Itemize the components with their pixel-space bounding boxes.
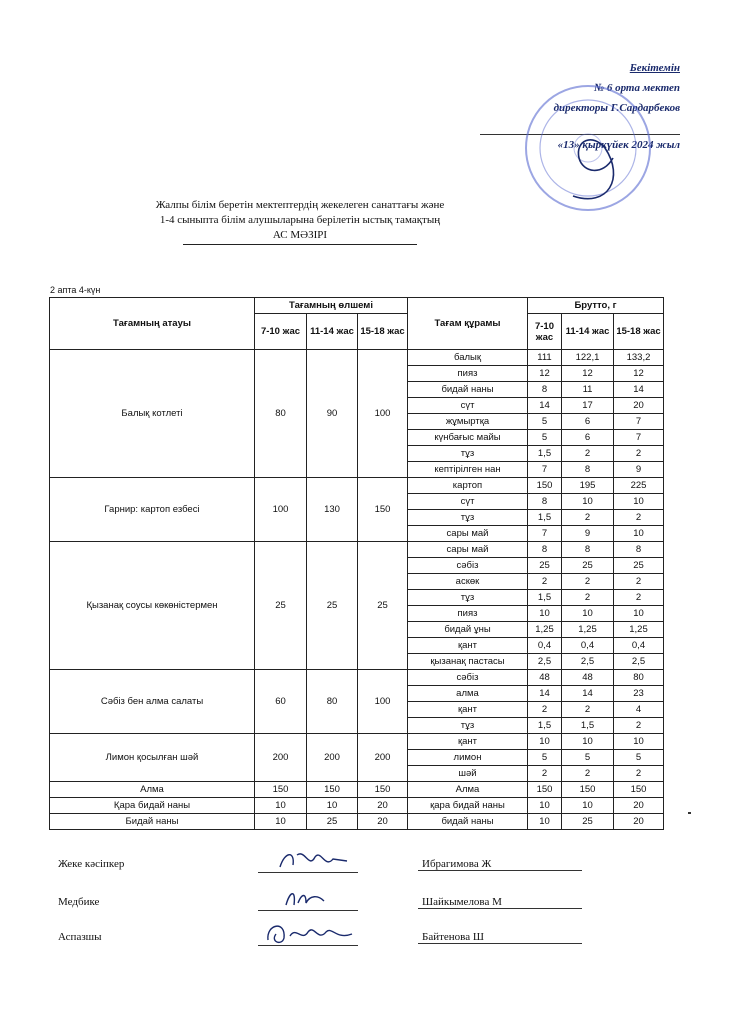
header-composition: Тағам құрамы bbox=[408, 298, 528, 350]
table-row bbox=[50, 734, 664, 750]
portion-cell: 90 bbox=[307, 350, 358, 478]
dish-name-cell: Бидай наны bbox=[50, 814, 255, 830]
brutto-cell: 2,5 bbox=[528, 654, 562, 670]
brutto-cell: 7 bbox=[614, 414, 664, 430]
brutto-cell: 20 bbox=[614, 398, 664, 414]
table-row bbox=[50, 798, 664, 814]
brutto-cell: 10 bbox=[562, 798, 614, 814]
ingredient-cell: қант bbox=[408, 702, 528, 718]
brutto-cell: 2 bbox=[614, 446, 664, 462]
signatory-name: Ибрагимова Ж bbox=[418, 858, 582, 871]
brutto-cell: 10 bbox=[614, 526, 664, 542]
portion-cell: 150 bbox=[358, 478, 408, 542]
portion-cell: 10 bbox=[307, 798, 358, 814]
dish-name-cell: Лимон қосылған шәй bbox=[50, 734, 255, 782]
brutto-cell: 5 bbox=[528, 430, 562, 446]
header-age-11-14: 11-14 жас bbox=[307, 314, 358, 350]
brutto-cell: 1,5 bbox=[528, 590, 562, 606]
brutto-cell: 2 bbox=[562, 766, 614, 782]
portion-cell: 150 bbox=[255, 782, 307, 798]
ingredient-cell: жұмыртқа bbox=[408, 414, 528, 430]
brutto-cell: 10 bbox=[528, 814, 562, 830]
brutto-cell: 10 bbox=[528, 734, 562, 750]
ingredient-cell: қант bbox=[408, 638, 528, 654]
table-row bbox=[50, 350, 664, 366]
week-day-label: 2 апта 4-күн bbox=[50, 285, 101, 295]
brutto-cell: 2 bbox=[562, 574, 614, 590]
brutto-cell: 10 bbox=[614, 606, 664, 622]
brutto-cell: 8 bbox=[528, 382, 562, 398]
brutto-cell: 25 bbox=[528, 558, 562, 574]
brutto-cell: 2 bbox=[614, 718, 664, 734]
brutto-cell: 2 bbox=[614, 510, 664, 526]
brutto-cell: 1,5 bbox=[528, 718, 562, 734]
ingredient-cell: алма bbox=[408, 686, 528, 702]
brutto-cell: 10 bbox=[528, 798, 562, 814]
ingredient-cell: тұз bbox=[408, 446, 528, 462]
dish-name-cell: Гарнир: картоп езбесі bbox=[50, 478, 255, 542]
signatory-name: Шайкымелова М bbox=[418, 896, 582, 909]
header-brutto-7-10: 7-10 жас bbox=[528, 314, 562, 350]
brutto-cell: 2 bbox=[528, 574, 562, 590]
portion-cell: 20 bbox=[358, 814, 408, 830]
brutto-cell: 23 bbox=[614, 686, 664, 702]
brutto-cell: 7 bbox=[528, 462, 562, 478]
heading-title: АС МӘЗІРІ bbox=[183, 228, 417, 245]
portion-cell: 10 bbox=[255, 814, 307, 830]
brutto-cell: 14 bbox=[614, 382, 664, 398]
brutto-cell: 111 bbox=[528, 350, 562, 366]
portion-cell: 200 bbox=[255, 734, 307, 782]
brutto-cell: 1,25 bbox=[528, 622, 562, 638]
brutto-cell: 11 bbox=[562, 382, 614, 398]
brutto-cell: 2 bbox=[562, 446, 614, 462]
brutto-cell: 6 bbox=[562, 414, 614, 430]
brutto-cell: 2 bbox=[562, 510, 614, 526]
ingredient-cell: күнбағыс майы bbox=[408, 430, 528, 446]
brutto-cell: 8 bbox=[528, 542, 562, 558]
ingredient-cell: пияз bbox=[408, 606, 528, 622]
brutto-cell: 1,25 bbox=[614, 622, 664, 638]
brutto-cell: 48 bbox=[528, 670, 562, 686]
portion-cell: 200 bbox=[358, 734, 408, 782]
ingredient-cell: балық bbox=[408, 350, 528, 366]
brutto-cell: 8 bbox=[528, 494, 562, 510]
ingredient-cell: тұз bbox=[408, 718, 528, 734]
ingredient-cell: қант bbox=[408, 734, 528, 750]
brutto-cell: 2 bbox=[614, 766, 664, 782]
ingredient-cell: Алма bbox=[408, 782, 528, 798]
ingredient-cell: сары май bbox=[408, 542, 528, 558]
menu-table bbox=[49, 297, 664, 830]
ingredient-cell: лимон bbox=[408, 750, 528, 766]
signatory-entrepreneur bbox=[58, 858, 658, 878]
brutto-cell: 20 bbox=[614, 798, 664, 814]
brutto-cell: 25 bbox=[614, 558, 664, 574]
brutto-cell: 1,5 bbox=[528, 510, 562, 526]
brutto-cell: 14 bbox=[562, 686, 614, 702]
ingredient-cell: сары май bbox=[408, 526, 528, 542]
brutto-cell: 5 bbox=[562, 750, 614, 766]
ingredient-cell: аскөк bbox=[408, 574, 528, 590]
brutto-cell: 133,2 bbox=[614, 350, 664, 366]
approval-director: директоры Г.Сардарбеков bbox=[553, 102, 680, 114]
brutto-cell: 9 bbox=[614, 462, 664, 478]
dish-name-cell: Балық котлеті bbox=[50, 350, 255, 478]
portion-cell: 25 bbox=[307, 542, 358, 670]
brutto-cell: 12 bbox=[562, 366, 614, 382]
approval-date: «13» қыркүйек 2024 жыл bbox=[557, 139, 680, 151]
ingredient-cell: пияз bbox=[408, 366, 528, 382]
menu-table-body bbox=[50, 350, 664, 830]
ingredient-cell: тұз bbox=[408, 590, 528, 606]
signatory-role: Медбике bbox=[58, 896, 100, 908]
portion-cell: 130 bbox=[307, 478, 358, 542]
brutto-cell: 48 bbox=[562, 670, 614, 686]
ingredient-cell: бидай наны bbox=[408, 814, 528, 830]
portion-cell: 150 bbox=[358, 782, 408, 798]
portion-cell: 25 bbox=[358, 542, 408, 670]
brutto-cell: 122,1 bbox=[562, 350, 614, 366]
brutto-cell: 2 bbox=[562, 590, 614, 606]
brutto-cell: 14 bbox=[528, 398, 562, 414]
signature-line bbox=[258, 872, 358, 873]
brutto-cell: 10 bbox=[562, 494, 614, 510]
brutto-cell: 10 bbox=[528, 606, 562, 622]
ingredient-cell: сүт bbox=[408, 398, 528, 414]
ingredient-cell: қызанақ пастасы bbox=[408, 654, 528, 670]
document-heading bbox=[150, 198, 450, 245]
brutto-cell: 0,4 bbox=[614, 638, 664, 654]
brutto-cell: 8 bbox=[562, 462, 614, 478]
brutto-cell: 150 bbox=[528, 782, 562, 798]
brutto-cell: 150 bbox=[528, 478, 562, 494]
header-portion: Тағамның өлшемі bbox=[255, 298, 408, 314]
ingredient-cell: тұз bbox=[408, 510, 528, 526]
header-brutto-11-14: 11-14 жас bbox=[562, 314, 614, 350]
ingredient-cell: кептірілген нан bbox=[408, 462, 528, 478]
brutto-cell: 25 bbox=[562, 558, 614, 574]
portion-cell: 25 bbox=[255, 542, 307, 670]
brutto-cell: 0,4 bbox=[528, 638, 562, 654]
table-row bbox=[50, 542, 664, 558]
brutto-cell: 17 bbox=[562, 398, 614, 414]
header-age-7-10: 7-10 жас bbox=[255, 314, 307, 350]
ingredient-cell: бидай наны bbox=[408, 382, 528, 398]
brutto-cell: 6 bbox=[562, 430, 614, 446]
brutto-cell: 2,5 bbox=[614, 654, 664, 670]
brutto-cell: 5 bbox=[528, 750, 562, 766]
brutto-cell: 14 bbox=[528, 686, 562, 702]
signature-line bbox=[258, 910, 358, 911]
signatory-role: Жеке кәсіпкер bbox=[58, 858, 125, 870]
brutto-cell: 10 bbox=[562, 734, 614, 750]
ingredient-cell: қара бидай наны bbox=[408, 798, 528, 814]
brutto-cell: 5 bbox=[528, 414, 562, 430]
portion-cell: 20 bbox=[358, 798, 408, 814]
brutto-cell: 12 bbox=[528, 366, 562, 382]
ingredient-cell: сәбіз bbox=[408, 670, 528, 686]
ingredient-cell: сүт bbox=[408, 494, 528, 510]
brutto-cell: 9 bbox=[562, 526, 614, 542]
signatory-nurse bbox=[58, 896, 658, 916]
brutto-cell: 225 bbox=[614, 478, 664, 494]
heading-line-1: Жалпы білім беретін мектептердің жекелеген санаттағы және bbox=[155, 199, 445, 211]
table-row bbox=[50, 478, 664, 494]
brutto-cell: 7 bbox=[614, 430, 664, 446]
portion-cell: 25 bbox=[307, 814, 358, 830]
brutto-cell: 2 bbox=[528, 766, 562, 782]
dish-name-cell: Сәбіз бен алма салаты bbox=[50, 670, 255, 734]
header-brutto: Брутто, г bbox=[528, 298, 664, 314]
signatory-cook bbox=[58, 931, 658, 951]
portion-cell: 10 bbox=[255, 798, 307, 814]
table-row bbox=[50, 782, 664, 798]
brutto-cell: 1,5 bbox=[562, 718, 614, 734]
brutto-cell: 150 bbox=[562, 782, 614, 798]
brutto-cell: 10 bbox=[614, 494, 664, 510]
brutto-cell: 0,4 bbox=[562, 638, 614, 654]
brutto-cell: 1,25 bbox=[562, 622, 614, 638]
brutto-cell: 10 bbox=[562, 606, 614, 622]
approval-title: Бекітемін bbox=[629, 62, 680, 74]
portion-cell: 100 bbox=[255, 478, 307, 542]
dish-name-cell: Қызанақ соусы көкөністермен bbox=[50, 542, 255, 670]
signatory-role: Аспазшы bbox=[58, 931, 102, 943]
brutto-cell: 20 bbox=[614, 814, 664, 830]
brutto-cell: 4 bbox=[614, 702, 664, 718]
brutto-cell: 1,5 bbox=[528, 446, 562, 462]
dish-name-cell: Алма bbox=[50, 782, 255, 798]
ingredient-cell: картоп bbox=[408, 478, 528, 494]
brutto-cell: 80 bbox=[614, 670, 664, 686]
portion-cell: 60 bbox=[255, 670, 307, 734]
brutto-cell: 12 bbox=[614, 366, 664, 382]
header-dish: Тағамның атауы bbox=[50, 298, 255, 350]
brutto-cell: 2,5 bbox=[562, 654, 614, 670]
header-brutto-15-18: 15-18 жас bbox=[614, 314, 664, 350]
portion-cell: 100 bbox=[358, 350, 408, 478]
portion-cell: 80 bbox=[255, 350, 307, 478]
signatory-name: Байтенова Ш bbox=[418, 931, 582, 944]
brutto-cell: 150 bbox=[614, 782, 664, 798]
brutto-cell: 8 bbox=[614, 542, 664, 558]
header-age-15-18: 15-18 жас bbox=[358, 314, 408, 350]
heading-line-2: 1-4 сыныпта білім алушыларына берілетін ыстық тамақтың bbox=[159, 214, 441, 226]
ingredient-cell: бидай ұны bbox=[408, 622, 528, 638]
brutto-cell: 2 bbox=[614, 574, 664, 590]
brutto-cell: 2 bbox=[562, 702, 614, 718]
brutto-cell: 195 bbox=[562, 478, 614, 494]
table-row bbox=[50, 670, 664, 686]
portion-cell: 150 bbox=[307, 782, 358, 798]
table-row bbox=[50, 814, 664, 830]
scan-mark bbox=[688, 812, 691, 814]
brutto-cell: 25 bbox=[562, 814, 614, 830]
portion-cell: 200 bbox=[307, 734, 358, 782]
brutto-cell: 10 bbox=[614, 734, 664, 750]
dish-name-cell: Қара бидай наны bbox=[50, 798, 255, 814]
school-stamp-icon bbox=[513, 78, 663, 228]
approval-school: № 6 орта мектеп bbox=[594, 82, 680, 94]
brutto-cell: 7 bbox=[528, 526, 562, 542]
portion-cell: 80 bbox=[307, 670, 358, 734]
ingredient-cell: шәй bbox=[408, 766, 528, 782]
signature-line bbox=[258, 945, 358, 946]
brutto-cell: 5 bbox=[614, 750, 664, 766]
brutto-cell: 2 bbox=[528, 702, 562, 718]
brutto-cell: 2 bbox=[614, 590, 664, 606]
brutto-cell: 8 bbox=[562, 542, 614, 558]
portion-cell: 100 bbox=[358, 670, 408, 734]
ingredient-cell: сәбіз bbox=[408, 558, 528, 574]
